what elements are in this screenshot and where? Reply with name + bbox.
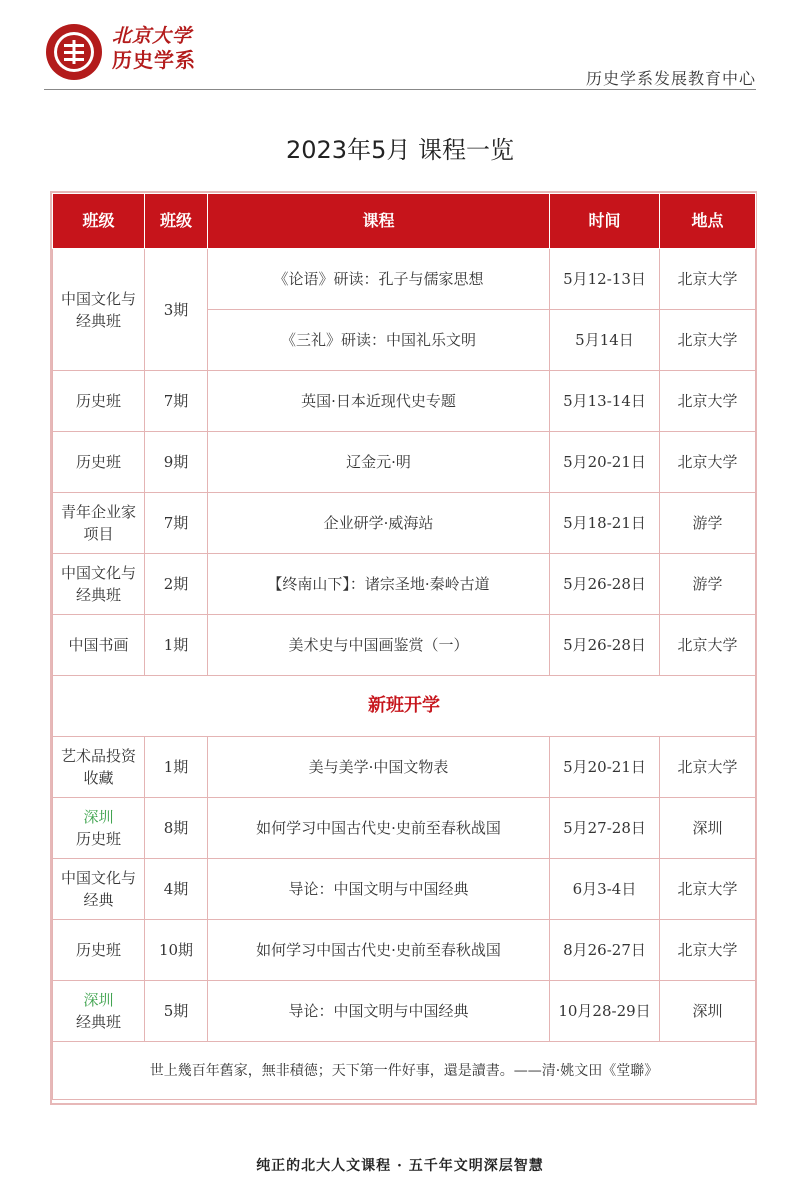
place-cell: 游学 — [660, 554, 756, 615]
table-row — [53, 798, 756, 859]
class-cell: 中国文化与经典班 — [53, 554, 145, 615]
class-cell: 青年企业家项目 — [53, 493, 145, 554]
time-cell: 5月20-21日 — [550, 432, 660, 493]
city-tag: 深圳 — [83, 991, 114, 1009]
header-divider — [44, 89, 756, 90]
course-cell: 英国·日本近现代史专题 — [208, 371, 550, 432]
time-cell: 6月3-4日 — [550, 859, 660, 920]
class-cell: 中国书画 — [53, 615, 145, 676]
period-cell: 9期 — [145, 432, 208, 493]
time-cell: 8月26-27日 — [550, 920, 660, 981]
place-cell: 深圳 — [660, 798, 756, 859]
header-course: 课程 — [208, 194, 550, 249]
period-cell: 7期 — [145, 493, 208, 554]
course-table-frame — [50, 191, 757, 1105]
closing-quote: 世上幾百年舊家，無非積德；天下第一件好事，還是讀書。——清·姚文田《堂聯》 — [53, 1042, 756, 1100]
pku-history-logo-icon — [44, 22, 104, 82]
place-cell: 北京大学 — [660, 371, 756, 432]
place-cell: 深圳 — [660, 981, 756, 1042]
header-period: 班级 — [145, 194, 208, 249]
table-row — [53, 554, 756, 615]
course-cell: 企业研学·威海站 — [208, 493, 550, 554]
logo-university-name: 北京大学 — [112, 25, 193, 47]
period-cell: 1期 — [145, 737, 208, 798]
footer-slogan: 纯正的北大人文课程 · 五千年文明深层智慧 — [256, 1158, 544, 1174]
course-cell: 导论：中国文明与中国经典 — [208, 981, 550, 1042]
course-cell: 如何学习中国古代史·史前至春秋战国 — [208, 798, 550, 859]
course-cell: 美术史与中国画鉴赏（一） — [208, 615, 550, 676]
period-cell: 1期 — [145, 615, 208, 676]
course-cell: 辽金元·明 — [208, 432, 550, 493]
time-cell: 5月13-14日 — [550, 371, 660, 432]
class-cell: 艺术品投资收藏 — [53, 737, 145, 798]
header-time: 时间 — [550, 194, 660, 249]
table-header-row — [53, 194, 756, 249]
time-cell: 5月12-13日 — [550, 249, 660, 310]
place-cell: 北京大学 — [660, 737, 756, 798]
new-class-label: 新班开学 — [53, 676, 756, 737]
period-cell: 4期 — [145, 859, 208, 920]
time-cell: 5月26-28日 — [550, 554, 660, 615]
time-cell: 5月14日 — [550, 310, 660, 371]
class-name: 经典班 — [75, 1013, 121, 1031]
course-cell: 导论：中国文明与中国经典 — [208, 859, 550, 920]
header-place: 地点 — [660, 194, 756, 249]
period-cell: 5期 — [145, 981, 208, 1042]
quote-row — [53, 1042, 756, 1100]
place-cell: 北京大学 — [660, 310, 756, 371]
class-cell — [53, 981, 145, 1042]
logo-department-name: 历史学系 — [112, 48, 196, 72]
new-class-divider-row — [53, 676, 756, 737]
period-cell: 3期 — [145, 249, 208, 371]
course-cell: 《论语》研读：孔子与儒家思想 — [208, 249, 550, 310]
time-cell: 5月20-21日 — [550, 737, 660, 798]
time-cell: 10月28-29日 — [550, 981, 660, 1042]
table-row — [53, 737, 756, 798]
class-cell — [53, 798, 145, 859]
place-cell: 游学 — [660, 493, 756, 554]
course-table — [52, 193, 756, 1100]
logo-wordmark — [112, 24, 196, 72]
place-cell: 北京大学 — [660, 249, 756, 310]
header-class: 班级 — [53, 194, 145, 249]
table-row — [53, 920, 756, 981]
class-cell: 中国文化与经典班 — [53, 249, 145, 371]
period-cell: 8期 — [145, 798, 208, 859]
city-tag: 深圳 — [83, 808, 114, 826]
time-cell: 5月27-28日 — [550, 798, 660, 859]
course-cell: 《三礼》研读：中国礼乐文明 — [208, 310, 550, 371]
place-cell: 北京大学 — [660, 859, 756, 920]
time-cell: 5月26-28日 — [550, 615, 660, 676]
class-cell: 历史班 — [53, 371, 145, 432]
period-cell: 7期 — [145, 371, 208, 432]
course-cell: 如何学习中国古代史·史前至春秋战国 — [208, 920, 550, 981]
period-cell: 2期 — [145, 554, 208, 615]
class-cell: 历史班 — [53, 432, 145, 493]
course-cell: 【终南山下】：诸宗圣地·秦岭古道 — [208, 554, 550, 615]
table-row — [53, 615, 756, 676]
place-cell: 北京大学 — [660, 615, 756, 676]
place-cell: 北京大学 — [660, 432, 756, 493]
table-row — [53, 493, 756, 554]
period-cell: 10期 — [145, 920, 208, 981]
class-cell: 中国文化与经典 — [53, 859, 145, 920]
class-name: 历史班 — [75, 830, 121, 848]
table-row — [53, 249, 756, 310]
table-row — [53, 371, 756, 432]
time-cell: 5月18-21日 — [550, 493, 660, 554]
page-header — [0, 0, 800, 92]
place-cell: 北京大学 — [660, 920, 756, 981]
table-row — [53, 432, 756, 493]
table-row — [53, 859, 756, 920]
class-cell: 历史班 — [53, 920, 145, 981]
course-cell: 美与美学·中国文物表 — [208, 737, 550, 798]
department-name: 历史学系发展教育中心 — [585, 69, 756, 88]
table-row — [53, 981, 756, 1042]
page-title: 2023年5月 课程一览 — [286, 136, 514, 164]
